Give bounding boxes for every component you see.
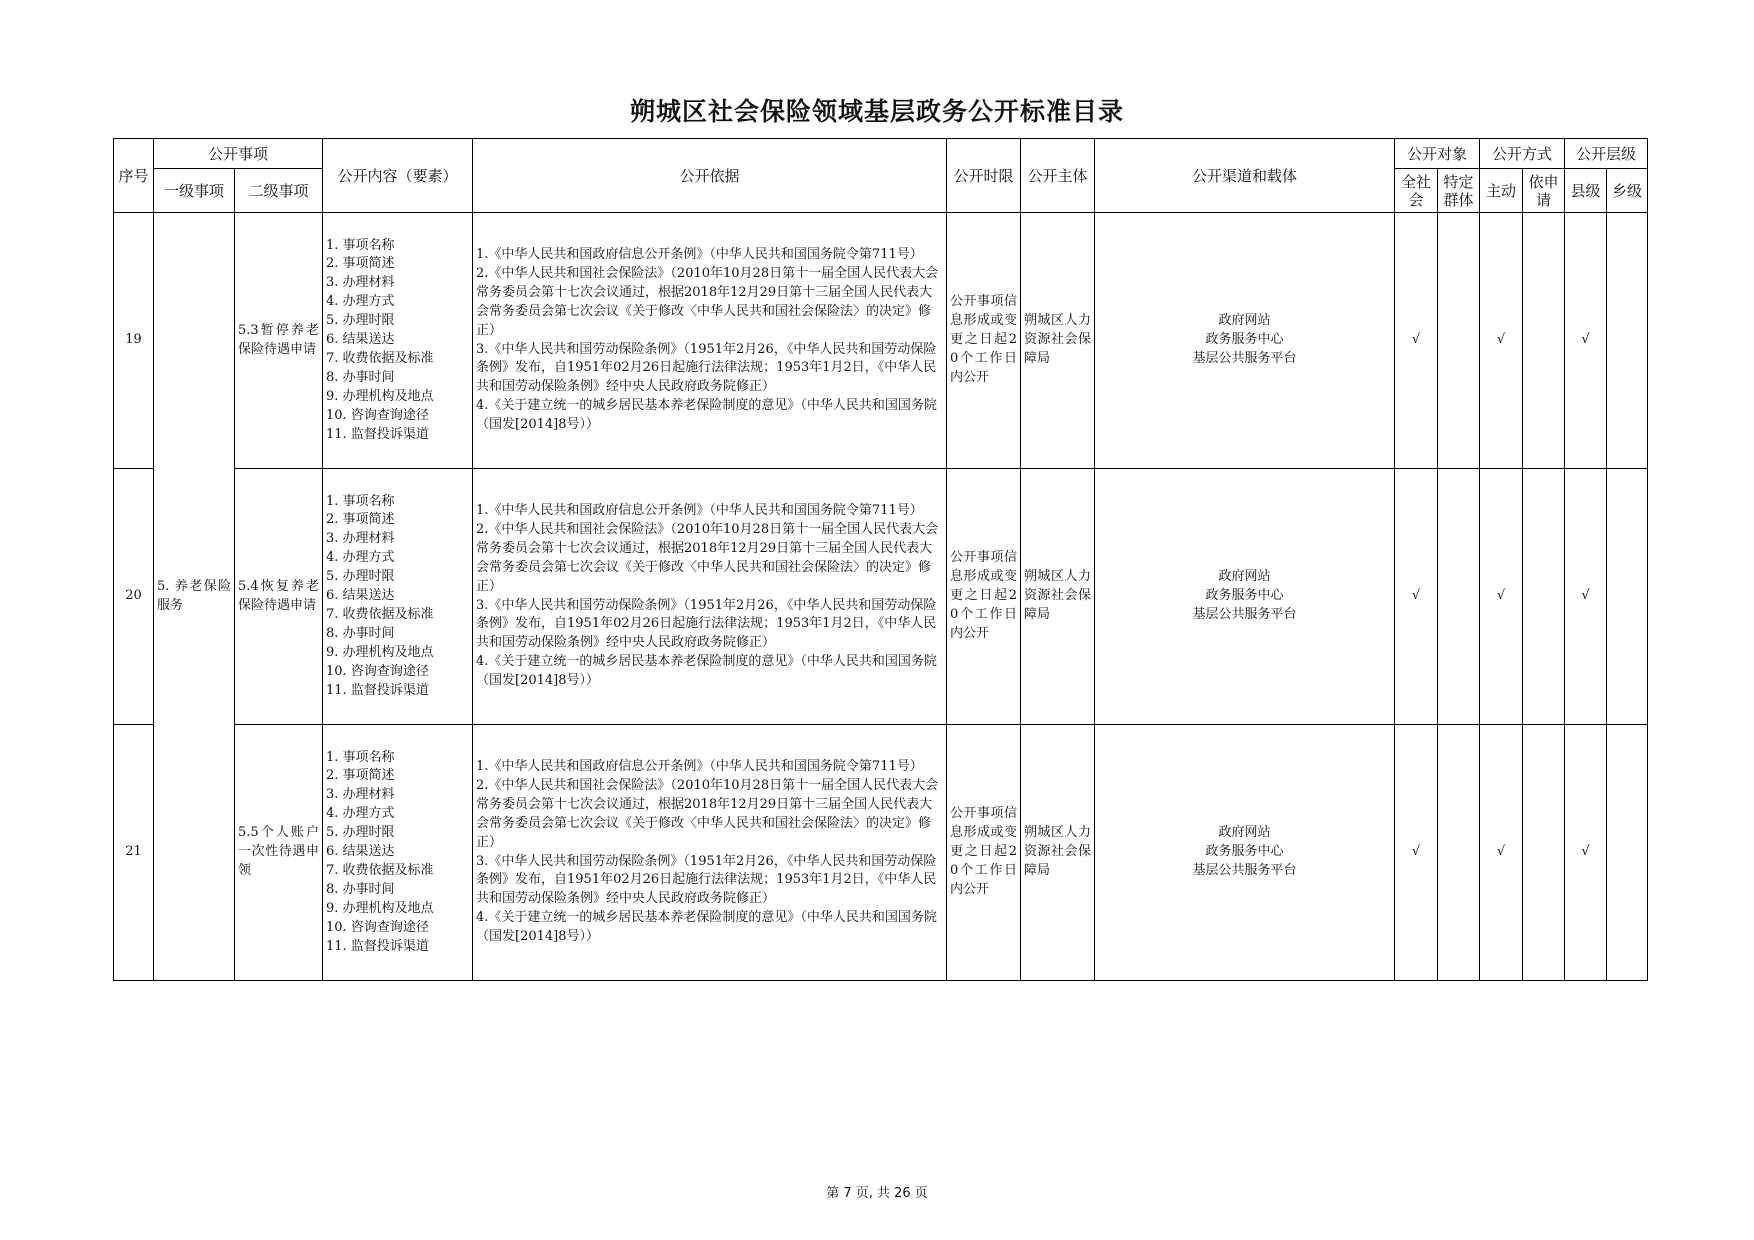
row-target-specific-check bbox=[1438, 469, 1480, 725]
row-layer-township-check bbox=[1607, 725, 1648, 981]
row-time: 公开事项信息形成或变更之日起20个工作日内公开 bbox=[947, 213, 1021, 469]
header-target: 公开对象 bbox=[1395, 139, 1480, 169]
header-layer-county: 县级 bbox=[1565, 169, 1607, 213]
header-row-top bbox=[114, 139, 1648, 169]
header-method-request: 依申请 bbox=[1523, 169, 1565, 213]
document-title: 朔城区社会保险领域基层政务公开标准目录 bbox=[629, 97, 1124, 126]
row-method-request-check bbox=[1523, 213, 1565, 469]
header-seq: 序号 bbox=[114, 139, 154, 213]
header-level2: 二级事项 bbox=[235, 169, 323, 213]
page-footer: 第 7 页, 共 26 页 bbox=[826, 1186, 928, 1201]
row-method-active-check: √ bbox=[1480, 469, 1523, 725]
row-layer-township-check bbox=[1607, 213, 1648, 469]
row-method-request-check bbox=[1523, 725, 1565, 981]
row-channel: 政府网站 政务服务中心 基层公共服务平台 bbox=[1095, 469, 1395, 725]
header-time: 公开时限 bbox=[947, 139, 1021, 213]
row-layer-county-check: √ bbox=[1565, 725, 1607, 981]
header-item: 公开事项 bbox=[154, 139, 323, 169]
header-method-active: 主动 bbox=[1480, 169, 1523, 213]
row-layer-township-check bbox=[1607, 469, 1648, 725]
row-method-active-check: √ bbox=[1480, 725, 1523, 981]
row-layer-county-check: √ bbox=[1565, 469, 1607, 725]
row-subject: 朔城区人力资源社会保障局 bbox=[1021, 725, 1095, 981]
row-channel: 政府网站 政务服务中心 基层公共服务平台 bbox=[1095, 213, 1395, 469]
header-method: 公开方式 bbox=[1480, 139, 1565, 169]
row-content-list: 1. 事项名称 2. 事项简述 3. 办理材料 4. 办理方式 5. 办理时限 6. 结果送达 7. 收费依据及标准 8. 办事时间 9. 办理机构及地点 10. 咨询查询途径 11. 监督投诉渠道 bbox=[323, 725, 473, 981]
row-method-active-check: √ bbox=[1480, 213, 1523, 469]
row-subject: 朔城区人力资源社会保障局 bbox=[1021, 469, 1095, 725]
row-layer-county-check: √ bbox=[1565, 213, 1607, 469]
table-row bbox=[114, 213, 1648, 469]
row-time: 公开事项信息形成或变更之日起20个工作日内公开 bbox=[947, 725, 1021, 981]
row-basis: 1.《中华人民共和国政府信息公开条例》（中华人民共和国国务院令第711号） 2.《中华人民共和国社会保险法》（2010年10月28日第十一届全国人民代表大会常务委员会第十七次会议通过，根据2018年12月29日第十三届全国人民代表大会常务委员会第七次会议《关于修改〈中华人民共和国社会保险法〉的决定》修正） 3.《中华人民共和国劳动保险条例》（1951年2月26，《中华人民共和国劳动保险条例》发布，自1951年02月26日起施行法律法规；1953年1月2日，《中华人民共和国劳动保险条例》经中央人民政府政务院修正） 4.《关于建立统一的城乡居民基本养老保险制度的意见》（中华人民共和国国务院（国发[2014]8号）） bbox=[473, 725, 947, 981]
row-seq: 21 bbox=[114, 725, 154, 981]
header-level1: 一级事项 bbox=[154, 169, 235, 213]
row-level2-item: 5.3暂停养老保险待遇申请 bbox=[235, 213, 323, 469]
row-target-all-check: √ bbox=[1395, 213, 1438, 469]
row-target-specific-check bbox=[1438, 213, 1480, 469]
header-content: 公开内容（要素） bbox=[323, 139, 473, 213]
row-content-list: 1. 事项名称 2. 事项简述 3. 办理材料 4. 办理方式 5. 办理时限 6. 结果送达 7. 收费依据及标准 8. 办事时间 9. 办理机构及地点 10. 咨询查询途径 11. 监督投诉渠道 bbox=[323, 469, 473, 725]
table-row bbox=[114, 725, 1648, 981]
row-method-request-check bbox=[1523, 469, 1565, 725]
header-channel: 公开渠道和载体 bbox=[1095, 139, 1395, 213]
header-layer: 公开层级 bbox=[1565, 139, 1648, 169]
table-row bbox=[114, 469, 1648, 725]
header-target-specific: 特定群体 bbox=[1438, 169, 1480, 213]
header-basis: 公开依据 bbox=[473, 139, 947, 213]
row-seq: 20 bbox=[114, 469, 154, 725]
row-basis: 1.《中华人民共和国政府信息公开条例》（中华人民共和国国务院令第711号） 2.《中华人民共和国社会保险法》（2010年10月28日第十一届全国人民代表大会常务委员会第十七次会议通过，根据2018年12月29日第十三届全国人民代表大会常务委员会第七次会议《关于修改〈中华人民共和国社会保险法〉的决定》修正） 3.《中华人民共和国劳动保险条例》（1951年2月26，《中华人民共和国劳动保险条例》发布，自1951年02月26日起施行法律法规；1953年1月2日，《中华人民共和国劳动保险条例》经中央人民政府政务院修正） 4.《关于建立统一的城乡居民基本养老保险制度的意见》（中华人民共和国国务院（国发[2014]8号）） bbox=[473, 213, 947, 469]
row-seq: 19 bbox=[114, 213, 154, 469]
header-target-all: 全社会 bbox=[1395, 169, 1438, 213]
row-content-list: 1. 事项名称 2. 事项简述 3. 办理材料 4. 办理方式 5. 办理时限 6. 结果送达 7. 收费依据及标准 8. 办事时间 9. 办理机构及地点 10. 咨询查询途径 11. 监督投诉渠道 bbox=[323, 213, 473, 469]
row-subject: 朔城区人力资源社会保障局 bbox=[1021, 213, 1095, 469]
row-time: 公开事项信息形成或变更之日起20个工作日内公开 bbox=[947, 469, 1021, 725]
row-target-all-check: √ bbox=[1395, 469, 1438, 725]
row-channel: 政府网站 政务服务中心 基层公共服务平台 bbox=[1095, 725, 1395, 981]
disclosure-catalog-table bbox=[113, 138, 1648, 981]
header-subject: 公开主体 bbox=[1021, 139, 1095, 213]
header-layer-township: 乡级 bbox=[1607, 169, 1648, 213]
row-level2-item: 5.4恢复养老保险待遇申请 bbox=[235, 469, 323, 725]
row-target-all-check: √ bbox=[1395, 725, 1438, 981]
row-basis: 1.《中华人民共和国政府信息公开条例》（中华人民共和国国务院令第711号） 2.《中华人民共和国社会保险法》（2010年10月28日第十一届全国人民代表大会常务委员会第十七次会议通过，根据2018年12月29日第十三届全国人民代表大会常务委员会第七次会议《关于修改〈中华人民共和国社会保险法〉的决定》修正） 3.《中华人民共和国劳动保险条例》（1951年2月26，《中华人民共和国劳动保险条例》发布，自1951年02月26日起施行法律法规；1953年1月2日，《中华人民共和国劳动保险条例》经中央人民政府政务院修正） 4.《关于建立统一的城乡居民基本养老保险制度的意见》（中华人民共和国国务院（国发[2014]8号）） bbox=[473, 469, 947, 725]
level1-item: 5. 养老保险服务 bbox=[154, 213, 235, 981]
row-target-specific-check bbox=[1438, 725, 1480, 981]
row-level2-item: 5.5个人账户一次性待遇申领 bbox=[235, 725, 323, 981]
